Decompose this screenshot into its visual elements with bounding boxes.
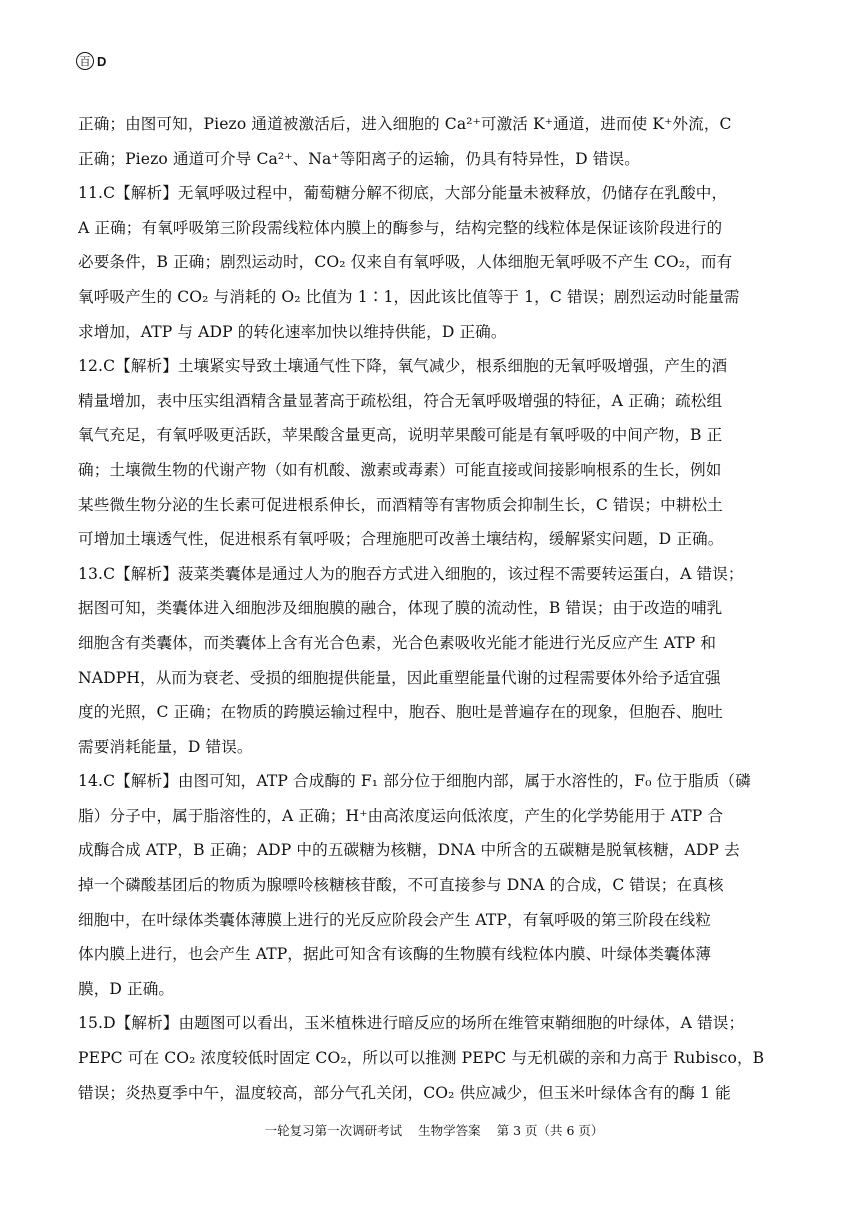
text-line: 正确；由图可知，Piezo 通道被激活后，进入细胞的 Ca²⁺可激活 K⁺通道，进而使 K⁺外流，C bbox=[78, 115, 732, 133]
logo-letter: D bbox=[97, 53, 107, 69]
text-line: 氧气充足，有氧呼吸更活跃，苹果酸含量更高，说明苹果酸可能是有氧呼吸的中间产物，B 正 bbox=[78, 426, 723, 445]
text-line: 12.C【解析】土壤紧实导致土壤通气性下降，氧气减少，根系细胞的无氧呼吸增强，产生的酒 bbox=[78, 357, 728, 376]
text-line: 体内膜上进行，也会产生 ATP，据此可知含有该酶的生物膜有线粒体内膜、叶绿体类囊体薄 bbox=[78, 945, 712, 964]
text-line: NADPH，从而为衰老、受损的细胞提供能量，因此重塑能量代谢的过程需要体外给予适宜强 bbox=[78, 668, 721, 687]
text-line: 求增加，ATP 与 ADP 的转化速率加快以维持供能，D 正确。 bbox=[78, 322, 507, 341]
text-line: 氧呼吸产生的 CO₂ 与消耗的 O₂ 比值为 1∶1，因此该比值等于 1，C 错误；剧烈运动时能量需 bbox=[78, 287, 740, 306]
page-footer bbox=[0, 1121, 868, 1139]
text-line: 细胞中，在叶绿体类囊体薄膜上进行的光反应阶段会产生 ATP，有氧呼吸的第三阶段在线粒 bbox=[78, 910, 712, 929]
text-line: 据图可知，类囊体进入细胞涉及细胞膜的融合，体现了膜的流动性，B 错误；由于改造的哺乳 bbox=[78, 599, 723, 618]
footer-exam-title: 一轮复习第一次调研考试 bbox=[264, 1123, 403, 1138]
text-line: 需要消耗能量，D 错误。 bbox=[78, 737, 253, 756]
text-line: 掉一个磷酸基团后的物质为腺嘌呤核糖核苷酸，不可直接参与 DNA 的合成，C 错误；在真核 bbox=[78, 876, 724, 895]
text-line: 脂）分子中，属于脂溶性的，A 正确；H⁺由高浓度运向低浓度，产生的化学势能用于 ATP 合 bbox=[78, 806, 724, 825]
text-line: 可增加土壤透气性，促进根系有氧呼吸；合理施肥可改善土壤结构，缓解紧实问题，D 正确。 bbox=[78, 530, 724, 549]
text-line: 14.C【解析】由图可知，ATP 合成酶的 F₁ 部分位于细胞内部，属于水溶性的，F₀ 位于脂质（磷 bbox=[78, 772, 751, 791]
header-logo bbox=[76, 52, 106, 70]
text-line: A 正确；有氧呼吸第三阶段需线粒体内膜上的酶参与，结构完整的线粒体是保证该阶段进行的 bbox=[78, 218, 723, 237]
text-line: 精量增加，表中压实组酒精含量显著高于疏松组，符合无氧呼吸增强的特征，A 正确；疏松组 bbox=[78, 391, 723, 410]
logo-seal-icon: 百 bbox=[76, 52, 94, 70]
text-line: 度的光照，C 正确；在物质的跨膜运输过程中，胞吞、胞吐是普遍存在的现象，但胞吞、胞吐 bbox=[78, 703, 723, 722]
footer-page-number: 第 3 页（共 6 页） bbox=[496, 1123, 604, 1138]
text-line: 正确；Piezo 通道可介导 Ca²⁺、Na⁺等阳离子的运输，仍具有特异性，D 错误。 bbox=[78, 149, 640, 168]
text-line: 确；土壤微生物的代谢产物（如有机酸、激素或毒素）可能直接或间接影响根系的生长，例如 bbox=[78, 460, 722, 479]
footer-subject: 生物学答案 bbox=[418, 1123, 481, 1138]
text-line: 细胞含有类囊体，而类囊体上含有光合色素，光合色素吸收光能才能进行光反应产生 ATP 和 bbox=[78, 633, 717, 652]
text-line: PEPC 可在 CO₂ 浓度较低时固定 CO₂，所以可以推测 PEPC 与无机碳的亲和力高于 Rubisco，B bbox=[78, 1049, 765, 1068]
text-line: 11.C【解析】无氧呼吸过程中，葡萄糖分解不彻底，大部分能量未被释放，仍储存在乳酸中， bbox=[78, 184, 728, 203]
text-line: 13.C【解析】菠菜类囊体是通过人为的胞吞方式进入细胞的，该过程不需要转运蛋白，A 错误； bbox=[78, 564, 744, 583]
text-line: 膜，D 正确。 bbox=[78, 979, 175, 998]
text-line: 成酶合成 ATP，B 正确；ADP 中的五碳糖为核糖，DNA 中所含的五碳糖是脱氧核糖，ADP 去 bbox=[78, 841, 740, 860]
text-line: 某些微生物分泌的生长素可促进根系伸长，而酒精等有害物质会抑制生长，C 错误；中耕松土 bbox=[78, 495, 723, 514]
answer-text-body bbox=[78, 107, 790, 1110]
text-line: 15.D【解析】由题图可以看出，玉米植株进行暗反应的场所在维管束鞘细胞的叶绿体，A 错误； bbox=[78, 1014, 745, 1033]
text-line: 错误；炎热夏季中午，温度较高，部分气孔关闭，CO₂ 供应减少，但玉米叶绿体含有的酶 1 能 bbox=[78, 1083, 731, 1102]
text-line: 必要条件，B 正确；剧烈运动时，CO₂ 仅来自有氧呼吸，人体细胞无氧呼吸不产生 CO₂，而有 bbox=[78, 253, 733, 272]
